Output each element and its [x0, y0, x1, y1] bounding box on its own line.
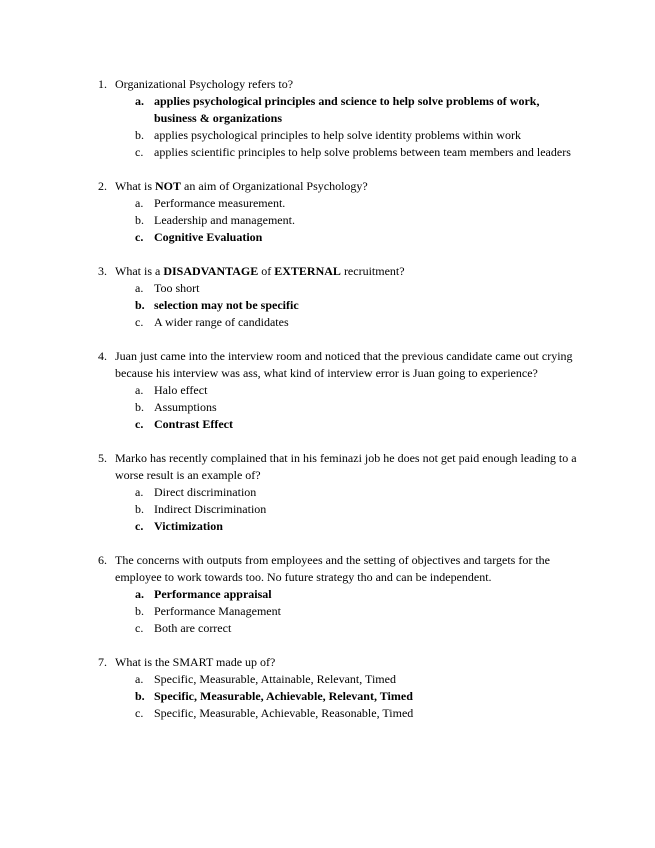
- option-letter: c.: [135, 417, 144, 431]
- question-text-segment: The concerns with outputs from employees and the setting of objectives and targets for the employee to work towards too. No future strategy tho and can be independent.: [115, 553, 550, 584]
- option-text: selection may not be specific: [154, 298, 299, 312]
- question-number: 3.: [98, 264, 107, 278]
- option-text: applies scientific principles to help solve problems between team members and leaders: [154, 145, 571, 159]
- answer-option: [0, 127, 655, 144]
- answer-option: [0, 314, 655, 331]
- option-letter: c.: [135, 315, 144, 329]
- option-text: Performance Management: [154, 604, 281, 618]
- option-text: applies psychological principles and science to help solve problems of work, business & organizations: [154, 94, 540, 125]
- option-letter: c.: [135, 145, 144, 159]
- option-text: Cognitive Evaluation: [154, 230, 263, 244]
- question-text-segment: an aim of Organizational Psychology?: [181, 179, 368, 193]
- question-text-emphasis: NOT: [155, 179, 182, 193]
- question-text-segment: Organizational Psychology refers to?: [115, 77, 294, 91]
- option-letter: c.: [135, 519, 144, 533]
- option-letter: b.: [135, 400, 144, 414]
- option-text: Too short: [154, 281, 200, 295]
- answer-option: [0, 671, 655, 688]
- option-text: Indirect Discrimination: [154, 502, 267, 516]
- question-text-segment: recruitment?: [340, 264, 405, 278]
- option-text: Specific, Measurable, Achievable, Reasonable, Timed: [154, 706, 414, 720]
- quiz-document: [0, 76, 655, 739]
- answer-option: [0, 212, 655, 229]
- question-text: [115, 552, 583, 586]
- question-number: 2.: [98, 179, 107, 193]
- option-letter: b.: [135, 689, 145, 703]
- question-text-segment: What is the SMART made up of?: [115, 655, 276, 669]
- option-letter: a.: [135, 485, 144, 499]
- option-text: Specific, Measurable, Achievable, Relevant, Timed: [154, 689, 413, 703]
- question-text: [115, 348, 583, 382]
- option-text: Both are correct: [154, 621, 232, 635]
- question-text-segment: What is a: [115, 264, 164, 278]
- answer-option: [0, 144, 655, 161]
- option-text: Specific, Measurable, Attainable, Relevant, Timed: [154, 672, 396, 686]
- option-text: Assumptions: [154, 400, 217, 414]
- answer-option: [0, 382, 655, 399]
- answer-option: [0, 603, 655, 620]
- option-letter: c.: [135, 621, 144, 635]
- option-text: Victimization: [154, 519, 223, 533]
- option-letter: b.: [135, 604, 144, 618]
- question-number: 6.: [98, 553, 107, 567]
- answer-option: [0, 195, 655, 212]
- answer-option: [0, 620, 655, 637]
- question-number: 4.: [98, 349, 107, 363]
- question-1: [0, 76, 655, 161]
- question-text-emphasis: DISADVANTAGE: [163, 264, 259, 278]
- option-letter: b.: [135, 298, 145, 312]
- answer-option-correct: [0, 586, 655, 603]
- question-number: 7.: [98, 655, 107, 669]
- question-text: [115, 178, 583, 195]
- question-number: 5.: [98, 451, 107, 465]
- question-text: [115, 450, 583, 484]
- option-letter: a.: [135, 587, 144, 601]
- option-text: A wider range of candidates: [154, 315, 289, 329]
- answer-option: [0, 501, 655, 518]
- option-text: Halo effect: [154, 383, 208, 397]
- answer-option-correct: [0, 93, 655, 127]
- option-letter: a.: [135, 196, 144, 210]
- question-3: [0, 263, 655, 331]
- option-text: applies psychological principles to help solve identity problems within work: [154, 128, 521, 142]
- question-7: [0, 654, 655, 722]
- question-text-emphasis: EXTERNAL: [274, 264, 341, 278]
- question-text-segment: Marko has recently complained that in his feminazi job he does not get paid enough leading to a worse result is an example of?: [115, 451, 577, 482]
- question-text: [115, 263, 583, 280]
- option-text: Contrast Effect: [154, 417, 233, 431]
- question-text-segment: What is: [115, 179, 155, 193]
- question-4: [0, 348, 655, 433]
- answer-option: [0, 280, 655, 297]
- question-5: [0, 450, 655, 535]
- option-text: Performance measurement.: [154, 196, 286, 210]
- option-letter: c.: [135, 230, 144, 244]
- option-letter: c.: [135, 706, 144, 720]
- question-text: [115, 76, 583, 93]
- option-letter: b.: [135, 128, 144, 142]
- option-letter: a.: [135, 94, 144, 108]
- question-number: 1.: [98, 77, 107, 91]
- option-letter: a.: [135, 383, 144, 397]
- answer-option-correct: [0, 688, 655, 705]
- option-text: Direct discrimination: [154, 485, 257, 499]
- option-letter: b.: [135, 502, 144, 516]
- option-letter: a.: [135, 672, 144, 686]
- answer-option-correct: [0, 229, 655, 246]
- answer-option-correct: [0, 416, 655, 433]
- option-letter: a.: [135, 281, 144, 295]
- answer-option-correct: [0, 518, 655, 535]
- question-text-segment: of: [258, 264, 275, 278]
- question-text-segment: Juan just came into the interview room and noticed that the previous candidate came out crying because his interview was ass, what kind of interview error is Juan going to experience?: [115, 349, 573, 380]
- option-text: Performance appraisal: [154, 587, 272, 601]
- answer-option: [0, 484, 655, 501]
- answer-option-correct: [0, 297, 655, 314]
- question-6: [0, 552, 655, 637]
- answer-option: [0, 399, 655, 416]
- question-text: [115, 654, 583, 671]
- answer-option: [0, 705, 655, 722]
- option-letter: b.: [135, 213, 144, 227]
- option-text: Leadership and management.: [154, 213, 295, 227]
- question-2: [0, 178, 655, 246]
